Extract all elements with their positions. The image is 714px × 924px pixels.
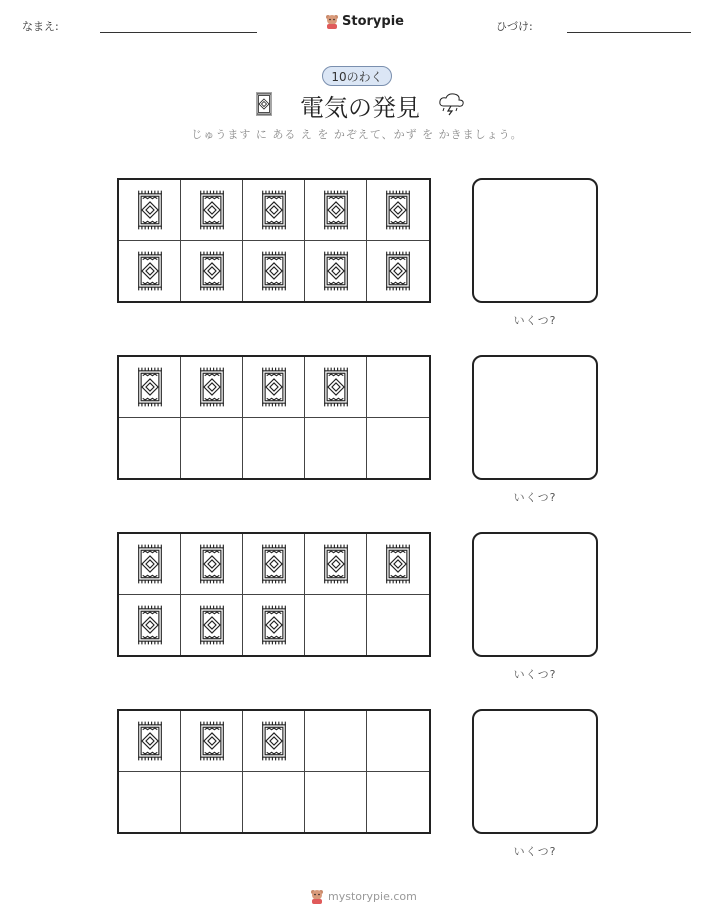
- frame-cell: [181, 357, 243, 418]
- rug-icon: [383, 250, 413, 292]
- frame-cell: [367, 711, 429, 772]
- frame-cell: [181, 772, 243, 833]
- frame-cell: [181, 534, 243, 595]
- ten-frame-3: [117, 532, 431, 657]
- page-title: 電気の発見: [300, 94, 420, 122]
- brand-name: Storypie: [342, 13, 404, 29]
- rug-icon: [197, 543, 227, 585]
- frame-cell: [119, 595, 181, 656]
- frame-cell: [119, 180, 181, 241]
- rug-icon: [197, 604, 227, 646]
- frame-cell: [243, 772, 305, 833]
- frame-cell: [119, 357, 181, 418]
- rug-icon: [135, 366, 165, 408]
- answer-box-4[interactable]: [472, 709, 598, 834]
- name-line[interactable]: [100, 32, 257, 33]
- frame-cell: [367, 357, 429, 418]
- rug-icon: [383, 189, 413, 231]
- frame-cell: [119, 418, 181, 479]
- rug-icon: [197, 720, 227, 762]
- frame-cell: [367, 772, 429, 833]
- frame-cell: [305, 772, 367, 833]
- frame-cell: [243, 180, 305, 241]
- answer-label-4: いくつ?: [513, 845, 557, 858]
- instruction-text: じゅうます に ある え を かぞえて、かず を かきましょう。: [191, 128, 523, 141]
- answer-label-3: いくつ?: [513, 668, 557, 681]
- rug-icon: [259, 189, 289, 231]
- frame-cell: [367, 241, 429, 302]
- frame-cell: [243, 241, 305, 302]
- rug-icon: [135, 720, 165, 762]
- frame-cell: [305, 534, 367, 595]
- frame-cell: [243, 595, 305, 656]
- answer-label-1: いくつ?: [513, 314, 557, 327]
- rug-icon: [135, 543, 165, 585]
- rug-icon: [321, 543, 351, 585]
- rug-icon: [259, 366, 289, 408]
- ten-frame-2: [117, 355, 431, 480]
- ten-frame-badge: 10のわく: [322, 66, 392, 86]
- rug-icon: [259, 604, 289, 646]
- rug-icon: [135, 250, 165, 292]
- frame-cell: [181, 180, 243, 241]
- bear-mascot-icon: [325, 13, 339, 29]
- rug-icon: [321, 366, 351, 408]
- rug-icon: [259, 720, 289, 762]
- frame-cell: [181, 418, 243, 479]
- rug-icon: [197, 366, 227, 408]
- ten-frame-1: [117, 178, 431, 303]
- frame-cell: [181, 711, 243, 772]
- rug-icon: [321, 189, 351, 231]
- frame-cell: [119, 711, 181, 772]
- frame-cell: [305, 711, 367, 772]
- rug-icon: [197, 189, 227, 231]
- footer: [310, 888, 417, 904]
- frame-cell: [305, 357, 367, 418]
- frame-cell: [367, 595, 429, 656]
- frame-cell: [181, 241, 243, 302]
- storm-cloud-icon: [438, 92, 466, 116]
- frame-cell: [119, 241, 181, 302]
- rug-icon: [259, 250, 289, 292]
- rug-icon: [259, 543, 289, 585]
- frame-cell: [305, 241, 367, 302]
- rug-icon: [197, 250, 227, 292]
- frame-cell: [305, 595, 367, 656]
- frame-cell: [243, 418, 305, 479]
- bear-mascot-icon: [310, 888, 324, 904]
- brand-logo: [325, 13, 404, 29]
- frame-cell: [119, 772, 181, 833]
- frame-cell: [243, 357, 305, 418]
- rug-icon: [255, 91, 273, 117]
- frame-cell: [367, 180, 429, 241]
- ten-frame-4: [117, 709, 431, 834]
- rug-icon: [135, 189, 165, 231]
- answer-box-3[interactable]: [472, 532, 598, 657]
- frame-cell: [181, 595, 243, 656]
- frame-cell: [305, 180, 367, 241]
- answer-box-1[interactable]: [472, 178, 598, 303]
- frame-cell: [305, 418, 367, 479]
- frame-cell: [367, 534, 429, 595]
- footer-url[interactable]: mystorypie.com: [328, 889, 417, 903]
- rug-icon: [321, 250, 351, 292]
- frame-cell: [367, 418, 429, 479]
- date-label: ひづけ:: [496, 20, 533, 33]
- frame-cell: [243, 534, 305, 595]
- rug-icon: [135, 604, 165, 646]
- answer-box-2[interactable]: [472, 355, 598, 480]
- date-line[interactable]: [567, 32, 691, 33]
- frame-cell: [243, 711, 305, 772]
- name-label: なまえ:: [22, 20, 59, 33]
- answer-label-2: いくつ?: [513, 491, 557, 504]
- rug-icon: [383, 543, 413, 585]
- frame-cell: [119, 534, 181, 595]
